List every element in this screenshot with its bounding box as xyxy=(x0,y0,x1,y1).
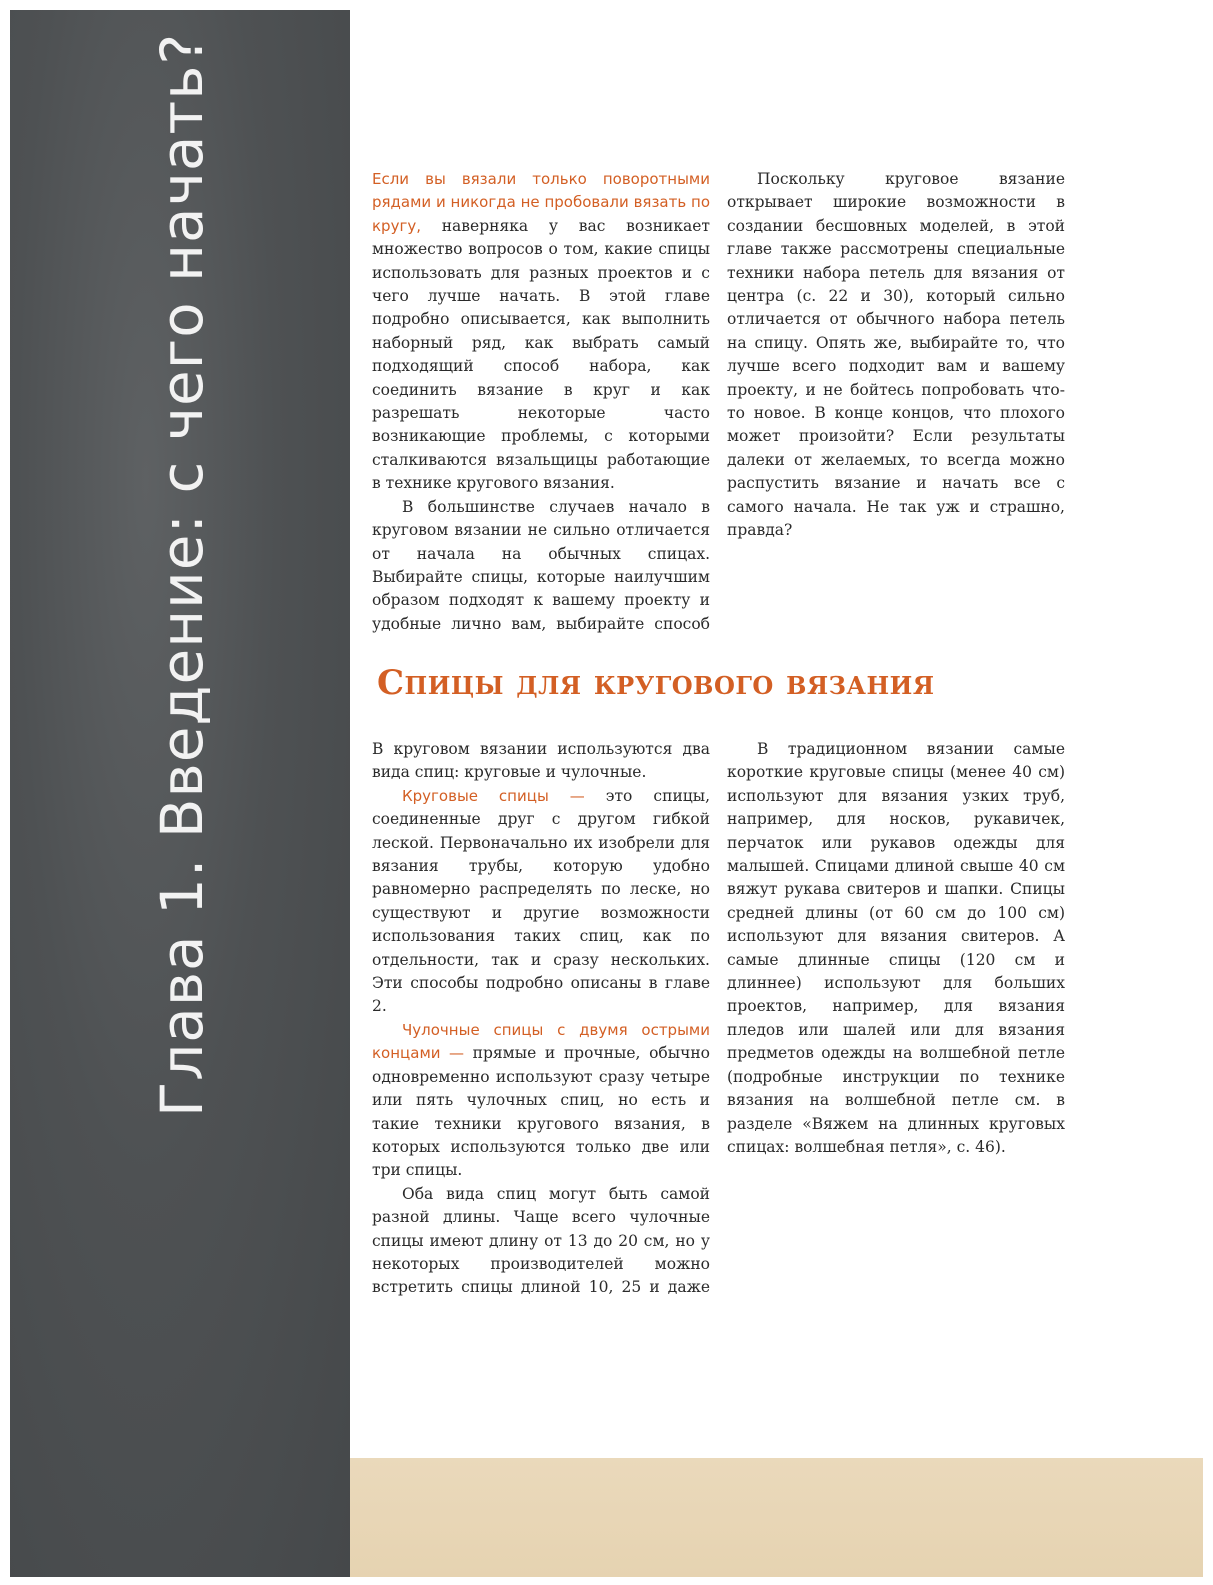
section-column-right xyxy=(727,738,1065,1159)
section-p3-text: прямые и прочные, обычно одновременно используют сразу четыре или пять чулочных спиц, но есть и такие техники кругового вязания, в которых используются только две или три спицы. xyxy=(372,1044,710,1180)
section-heading: Спицы для кругового вязания xyxy=(377,663,935,703)
intro-column-left xyxy=(372,168,710,638)
section-column-left xyxy=(372,738,710,1298)
section-paragraph-5: В традиционном вязании самые короткие круговые спицы (менее 40 см) используют для вязания узких труб, например, для носков, рукавичек, перчаток или рукавов одежды для малышей. Спицами длиной свыше 40 см вяжут рукава свитеров и шапки. Спицы средней длины (от 60 см до 100 см) используют для вязания свитеров. А самые длинные спицы (120 см и длиннее) используют для больших проектов, например, для вязания пледов или шалей или для вязания предметов одежды на волшебной петле (подробные инструкции по технике вязания на волшебной петле см. в разделе «Вяжем на длинных круговых спицах: волшебная петля», с. 46). xyxy=(727,740,1065,1156)
section-p2-text: это спицы, соединенные друг с другом гибкой леской. Первоначально их изобрели для вязания трубы, которую удобно равномерно распределять по леске, но существуют и другие возможности использования таких спиц, как по отдельности, так и сразу нескольких. Эти способы подробно описаны в главе 2. xyxy=(372,786,710,1016)
section-paragraph-2 xyxy=(372,785,710,1019)
dpn-lead: Чулочные спицы с двумя острыми концами — xyxy=(372,1020,710,1063)
section-paragraph-1: В круговом вязании используются два вида спиц: круговые и чулочные. xyxy=(372,740,710,782)
intro-paragraph-2: В большинстве случаев начало в круговом вязании не сильно отличается от начала на обычных спицах. Выбирайте спицы, которые наилучшим образом подходят к вашему проекту и удобные лично вам, выбирайте способ xyxy=(372,497,710,633)
footer-band xyxy=(350,1458,1203,1577)
intro-column-right xyxy=(727,168,1065,543)
section-paragraph-4: Оба вида спиц могут быть самой разной длины. Чаще всего чулочные спицы имеют длину от 13 до 20 см, но у некоторых производителей можно встретить спицы длиной 10, 25 и даже xyxy=(372,1184,710,1297)
intro-paragraph-1 xyxy=(372,168,710,496)
section-paragraph-3 xyxy=(372,1019,710,1183)
intro-lead: Если вы вязали только поворотными рядами и никогда не пробовали вязать по кругу, xyxy=(372,170,710,235)
circular-needles-lead: Круговые спицы — xyxy=(402,786,585,805)
chapter-sidebar xyxy=(10,10,350,1577)
intro-p1-text: наверняка у вас возникает множество вопросов о том, какие спицы использовать для разных проектов и с чего лучше начать. В этой главе подробно описывается, как выполнить наборный ряд, как выбрать самый подходящий способ набора, как соединить вязание в круг и как разрешать некоторые часто возникающие проблемы, с которыми сталкиваются вязальщицы работающие в технике кругового вязания. xyxy=(372,216,710,493)
chapter-title: Глава 1. Введение: с чего начать? xyxy=(148,32,216,1118)
intro-paragraph-3: Поскольку круговое вязание открывает широкие возможности в создании бесшовных моделей, в этой главе также рассмотрены специальные техники набора петель для вязания от центра (с. 22 и 30), который сильно отличается от обычного набора петель на спицу. Опять же, выбирайте то, что лучше всего подходит вам и вашему проекту, и не бойтесь попробовать что-то новое. В конце концов, что плохого может произойти? Если результаты далеки от желаемых, то всегда можно распустить вязание и начать все с самого начала. Не так уж и страшно, правда? xyxy=(727,170,1065,540)
